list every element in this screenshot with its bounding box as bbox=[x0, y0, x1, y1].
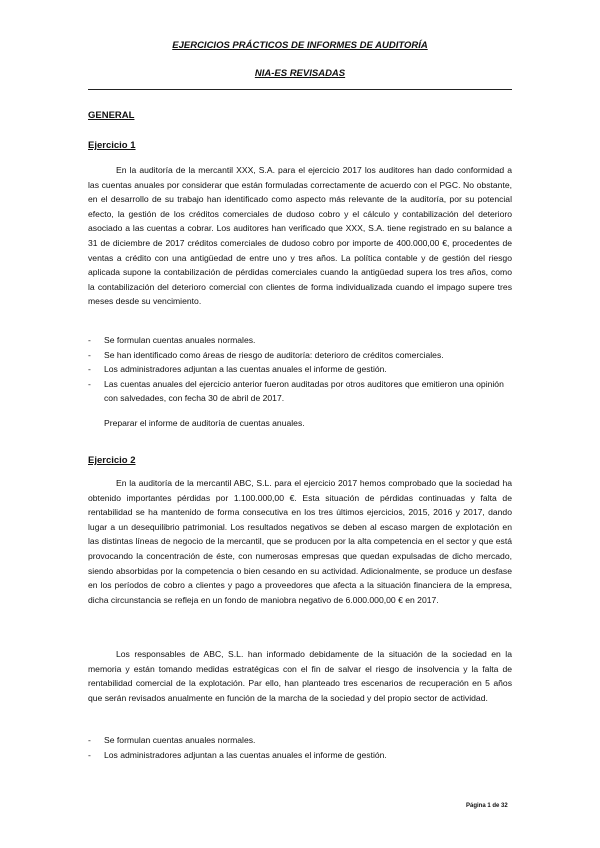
list-item: - Las cuentas anuales del ejercicio anterior fueron auditadas por otros auditores que emitieron una opinión con salvedades, con fecha 30 de abril de 2017. bbox=[88, 378, 504, 404]
dash-bullet-icon: - bbox=[88, 335, 91, 345]
exercise-1-bullet-list bbox=[88, 333, 512, 406]
list-item: - Los administradores adjuntan a las cuentas anuales el informe de gestión. bbox=[88, 748, 512, 763]
exercise-2-paragraph-2: Los responsables de ABC, S.L. han informado debidamente de la situación de la sociedad en la memoria y están tomando medidas estratégicas con el fin de salvar el riesgo de insolvencia y la falta de rentabilidad comercial de la explotación. Par ello, han planteado tres escenarios de recuperación en 5 años que serán revisados anualmente en función de la marcha de la sociedad y del propio sector de actividad. bbox=[88, 649, 512, 703]
dash-bullet-icon: - bbox=[88, 735, 91, 745]
exercise-1-paragraph: En la auditoría de la mercantil XXX, S.A. para el ejercicio 2017 los auditores han dado conformidad a las cuentas anuales por considerar que están formuladas correctamente de acuerdo con el PGC. No obstante, en el desarrollo de su trabajo han identificado como aspecto más relevante de la auditoría, por su potencial efecto, la gestión de los créditos comerciales de dudoso cobro y el cálculo y contabilización del deterioro asociado a las cuentas a cobrar. Los auditores han verificado que XXX, S.A. tiene registrado en su balance a 31 de diciembre de 2017 créditos comerciales de dudoso cobro por importe de 400.000,00 €, procedentes de ventas a crédito con una antigüedad de entre uno y tres años. La política contable y de gestión del riesgo aplicada supone la contabilización de pérdidas comerciales cuando la antigüedad supera los tres años, como la contabilización del deterioro comercial con clientes de forma individualizada cuando el impago supere tres meses desde su vencimiento. bbox=[88, 165, 512, 307]
exercise-2-paragraph-1: En la auditoría de la mercantil ABC, S.L. para el ejercicio 2017 hemos comprobado que la sociedad ha obtenido importantes pérdidas por 1.100.000,00 €. Esta situación de pérdidas continuadas y falta de rentabilidad se ha mantenido de forma consecutiva en los tres últimos ejercicios, 2015, 2016 y 2017, dando lugar a un desequilibrio patrimonial. Los resultados negativos se deben al escaso margen de explotación en las distintas líneas de negocio de la mercantil, que se producen por la alta competencia en el sector y que está provocando la concentración de éste, con numerosas empresas que quedan expulsadas de dicho mercado, siendo absorbidas por la competencia o bien cesando en su actividad. Adicionalmente, se produce un desfase en los períodos de cobro a clientes y pago a proveedores que afecta a la situación financiera de la empresa, dicha circunstancia se refleja en un fondo de maniobra negativo de 6.000.000,00 € en 2017. bbox=[88, 478, 512, 605]
document-subtitle: NIA-ES REVISADAS bbox=[254, 68, 346, 79]
dash-bullet-icon: - bbox=[88, 349, 91, 360]
list-item: - Se han identificado como áreas de riesgo de auditoría: deterioro de créditos comerciales. bbox=[88, 348, 512, 363]
list-item: - Los administradores adjuntan a las cuentas anuales el informe de gestión. bbox=[88, 362, 512, 377]
dash-bullet-icon: - bbox=[88, 364, 91, 375]
list-item: - Se formulan cuentas anuales normales. bbox=[88, 333, 512, 348]
list-item: - Se formulan cuentas anuales normales. bbox=[88, 733, 512, 748]
exercise-1-heading: Ejercicio 1 bbox=[88, 140, 136, 151]
exercise-1-instruction: Preparar el informe de auditoría de cuentas anuales. bbox=[104, 418, 305, 428]
page-number: Página 1 de 32 bbox=[466, 803, 508, 809]
exercise-2-heading: Ejercicio 2 bbox=[88, 455, 136, 466]
dash-bullet-icon: - bbox=[88, 749, 91, 760]
section-heading-general: GENERAL bbox=[88, 110, 135, 121]
title-divider bbox=[88, 89, 512, 90]
document-title: EJERCICIOS PRÁCTICOS DE INFORMES DE AUDITORÍA bbox=[172, 40, 428, 51]
exercise-2-bullet-list bbox=[88, 733, 512, 762]
dash-bullet-icon: - bbox=[88, 378, 91, 389]
